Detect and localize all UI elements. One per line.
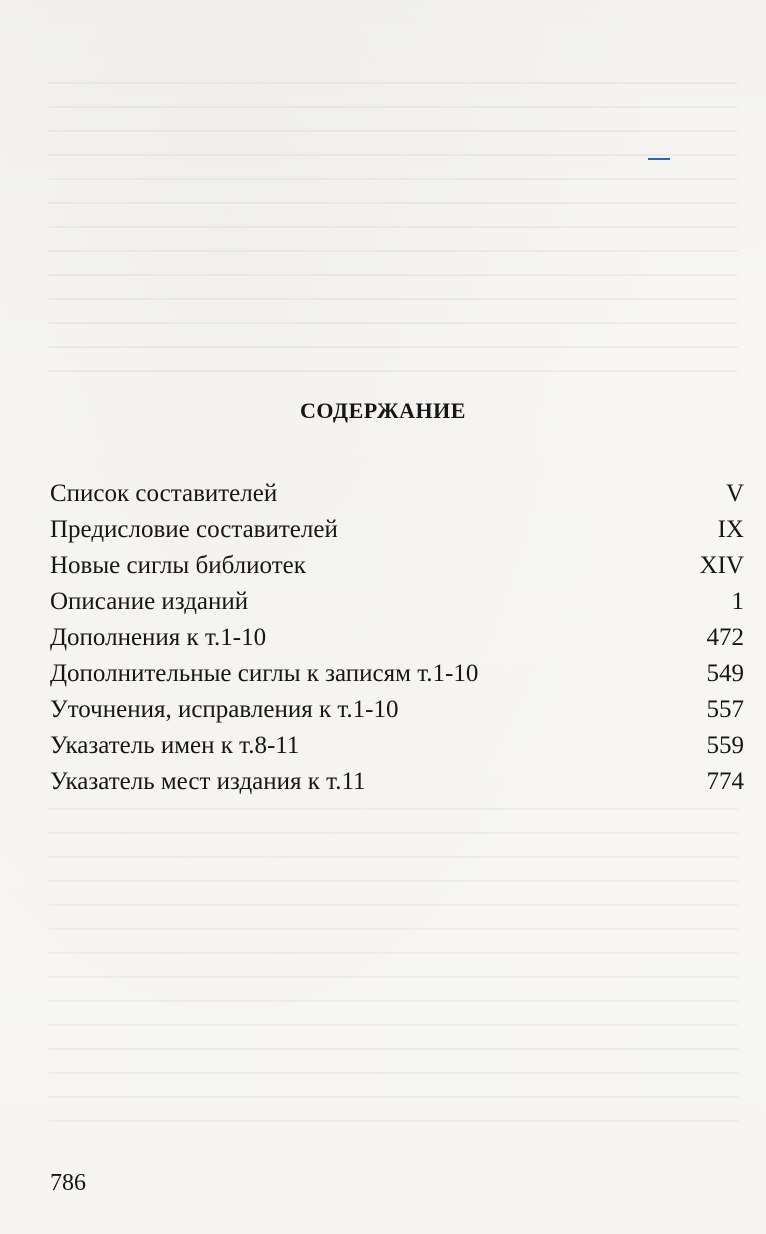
bleed-through-line <box>48 880 738 882</box>
bleed-through-line <box>48 808 738 810</box>
bleed-through-line <box>48 250 738 252</box>
bleed-through-line <box>48 832 738 834</box>
page-number: 786 <box>50 1170 86 1196</box>
toc-entry-label: Новые сиглы библиотек <box>50 552 306 579</box>
toc-entry-page: 557 <box>706 696 744 723</box>
toc-entry-page: 774 <box>706 768 744 795</box>
toc-entry <box>50 656 744 692</box>
toc-entry <box>50 620 744 656</box>
toc-entry-page: IX <box>717 516 744 543</box>
contents-heading: СОДЕРЖАНИЕ <box>300 398 466 423</box>
bleed-through-line <box>48 226 738 228</box>
bleed-through-line <box>48 370 738 372</box>
toc-entry-label: Описание изданий <box>50 588 249 615</box>
ink-mark <box>648 158 670 160</box>
bleed-through-line <box>48 82 738 84</box>
toc-entry-page: XIV <box>699 552 744 579</box>
bleed-through-line <box>48 154 738 156</box>
toc-entry-label: Указатель мест издания к т.11 <box>50 768 366 795</box>
toc-entry-label: Дополнительные сиглы к записям т.1-10 <box>50 660 479 687</box>
bleed-through-line <box>48 1000 738 1002</box>
toc-entry-page: 549 <box>706 660 744 687</box>
bleed-through-line <box>48 1048 738 1050</box>
bleed-through-line <box>48 976 738 978</box>
toc-entry <box>50 476 744 512</box>
bleed-through-line <box>48 1072 738 1074</box>
toc-entry-label: Указатель имен к т.8-11 <box>50 732 300 759</box>
bleed-through-line <box>48 298 738 300</box>
bleed-through-line <box>48 202 738 204</box>
toc-entry-page: 559 <box>706 732 744 759</box>
toc-entry <box>50 512 744 548</box>
toc-entry <box>50 584 744 620</box>
toc-entry <box>50 728 744 764</box>
toc-entry <box>50 692 744 728</box>
bleed-through-line <box>48 952 738 954</box>
toc-entry-page: 472 <box>706 624 744 651</box>
toc-entry-label: Предисловие составителей <box>50 516 338 543</box>
toc-entry-page: V <box>725 480 744 507</box>
bleed-through-line <box>48 322 738 324</box>
toc-entry <box>50 548 744 584</box>
toc-entry-label: Дополнения к т.1-10 <box>50 624 267 651</box>
bleed-through-line <box>48 1120 738 1122</box>
toc-entry <box>50 764 744 800</box>
bleed-through-line <box>48 106 738 108</box>
toc-entry-label: Список составителей <box>50 480 278 507</box>
bleed-through-line <box>48 346 738 348</box>
bleed-through-line <box>48 928 738 930</box>
bleed-through-line <box>48 904 738 906</box>
table-of-contents <box>50 476 744 800</box>
bleed-through-line <box>48 1096 738 1098</box>
bleed-through-line <box>48 1024 738 1026</box>
bleed-through-line <box>48 130 738 132</box>
bleed-through-line <box>48 274 738 276</box>
toc-entry-page: 1 <box>731 588 744 615</box>
bleed-through-line <box>48 856 738 858</box>
bleed-through-line <box>48 178 738 180</box>
toc-entry-label: Уточнения, исправления к т.1-10 <box>50 696 399 723</box>
